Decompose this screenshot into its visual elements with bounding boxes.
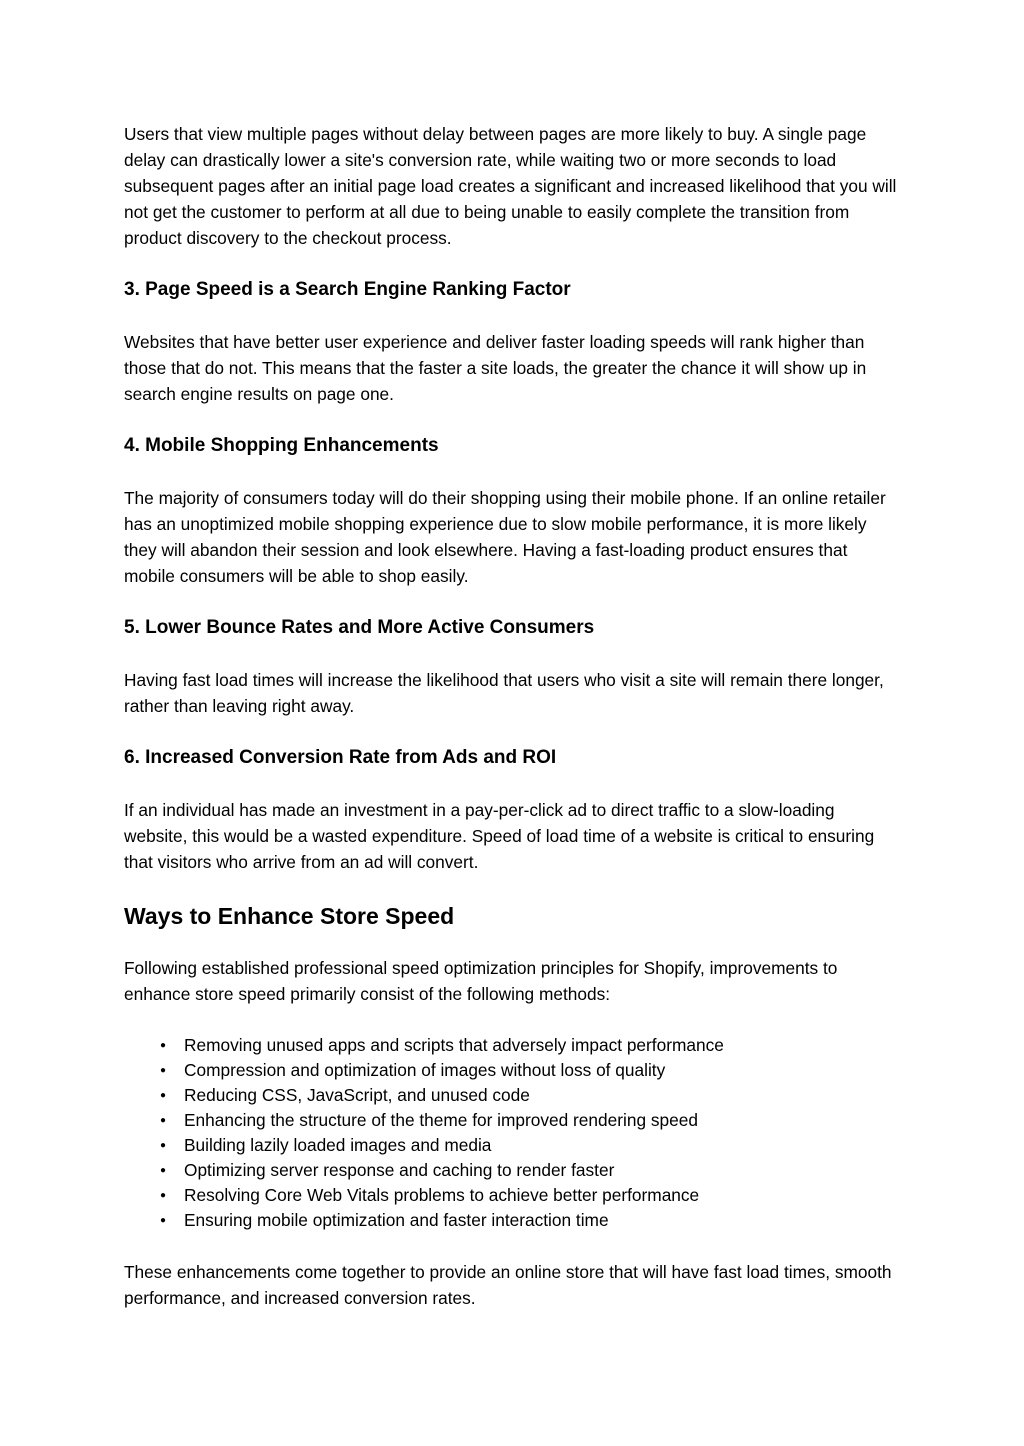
methods-list (124, 1033, 900, 1233)
list-item (124, 1058, 900, 1083)
list-item-text: Compression and optimization of images without loss of quality (184, 1060, 666, 1080)
list-item-text: Ensuring mobile optimization and faster interaction time (184, 1210, 609, 1230)
bullet-icon: ● (160, 1065, 167, 1076)
section-paragraph-bounce-rates: Having fast load times will increase the likelihood that users who visit a site will remain there longer, rather than leaving right away. (124, 670, 884, 716)
list-item-text: Building lazily loaded images and media (184, 1135, 492, 1155)
section-paragraph-conversion-rate: If an individual has made an investment in a pay-per-click ad to direct traffic to a slow-loading website, this would be a wasted expenditure. Speed of load time of a website is critical to ensuring that visitors who arrive from an ad will convert. (124, 800, 875, 872)
list-item-text: Resolving Core Web Vitals problems to achieve better performance (184, 1185, 700, 1205)
list-item-text: Reducing CSS, JavaScript, and unused code (184, 1085, 530, 1105)
section-paragraph-page-speed: Websites that have better user experience and deliver faster loading speeds will rank higher than those that do not. This means that the faster a site loads, the greater the chance it will show up in search engine results on page one. (124, 332, 867, 404)
section-paragraph-mobile-shopping: The majority of consumers today will do their shopping using their mobile phone. If an online retailer has an unoptimized mobile shopping experience due to slow mobile performance, it is more likely they will abandon their session and look elsewhere. Having a fast-loading product ensures that mobile consumers will be able to shop easily. (124, 488, 886, 586)
bullet-icon: ● (160, 1140, 167, 1151)
intro-paragraph: Users that view multiple pages without delay between pages are more likely to buy. A single page delay can drastically lower a site's conversion rate, while waiting two or more seconds to load subsequent pages after an initial page load creates a significant and increased likelihood that you will not get the customer to perform at all due to being unable to easily complete the transition from product discovery to the checkout process. (124, 124, 897, 248)
section-heading-mobile-shopping: 4. Mobile Shopping Enhancements (124, 435, 439, 456)
bullet-icon: ● (160, 1215, 167, 1226)
list-item (124, 1083, 900, 1108)
section-heading-bounce-rates: 5. Lower Bounce Rates and More Active Consumers (124, 617, 595, 638)
list-item (124, 1208, 900, 1233)
list-item (124, 1183, 900, 1208)
document-content (124, 121, 900, 1311)
list-item-text: Optimizing server response and caching to render faster (184, 1160, 615, 1180)
list-item (124, 1133, 900, 1158)
bullet-icon: ● (160, 1090, 167, 1101)
bullet-icon: ● (160, 1040, 167, 1051)
list-item (124, 1158, 900, 1183)
ways-heading: Ways to Enhance Store Speed (124, 903, 455, 929)
closing-paragraph: These enhancements come together to provide an online store that will have fast load times, smooth performance, and increased conversion rates. (124, 1262, 892, 1308)
list-item-text: Enhancing the structure of the theme for improved rendering speed (184, 1110, 698, 1130)
list-item (124, 1108, 900, 1133)
bullet-icon: ● (160, 1190, 167, 1201)
ways-intro-paragraph: Following established professional speed optimization principles for Shopify, improvements to enhance store speed primarily consist of the following methods: (124, 958, 838, 1004)
bullet-icon: ● (160, 1115, 167, 1126)
bullet-icon: ● (160, 1165, 167, 1176)
list-item (124, 1033, 900, 1058)
section-heading-page-speed: 3. Page Speed is a Search Engine Ranking Factor (124, 279, 571, 300)
section-heading-conversion-rate: 6. Increased Conversion Rate from Ads and ROI (124, 747, 557, 768)
list-item-text: Removing unused apps and scripts that adversely impact performance (184, 1035, 724, 1055)
